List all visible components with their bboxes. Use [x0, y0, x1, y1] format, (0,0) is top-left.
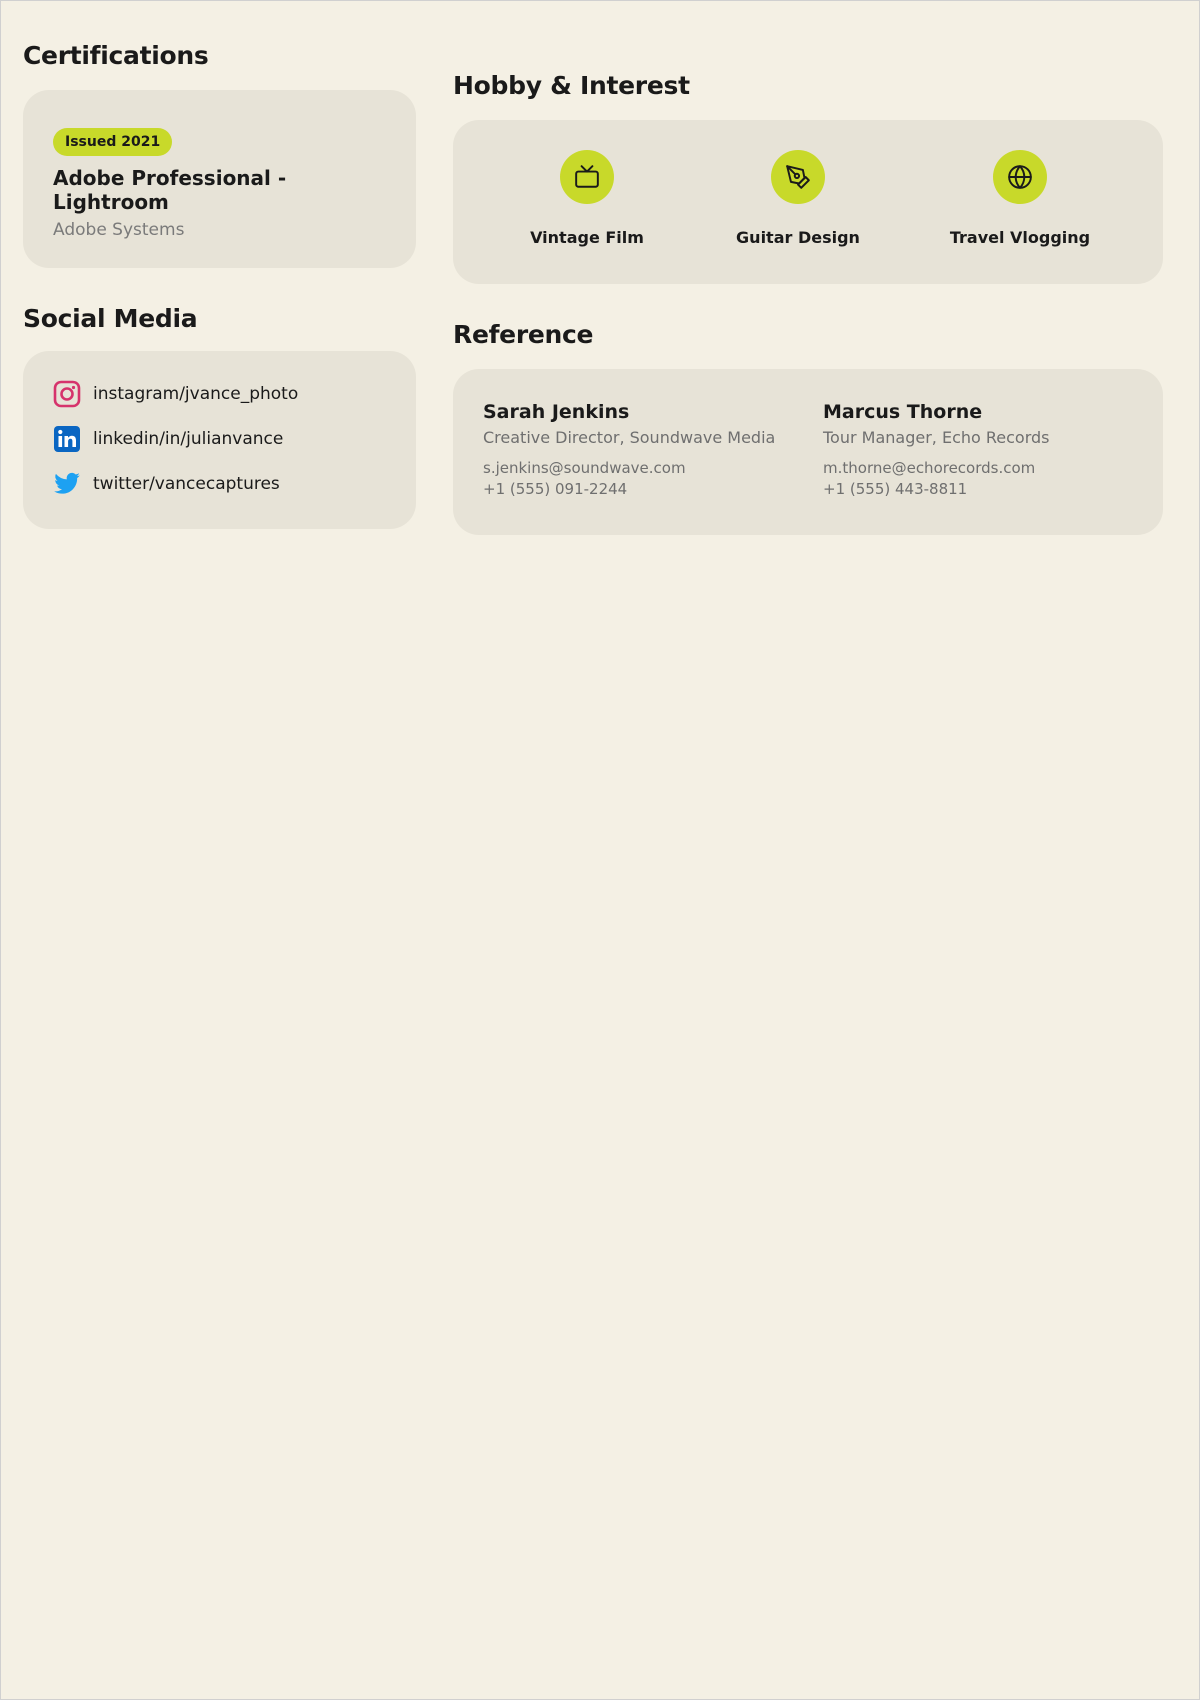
reference-heading: Reference	[453, 320, 594, 349]
social-link-label: twitter/vancecaptures	[93, 473, 280, 494]
certifications-heading: Certifications	[23, 41, 209, 70]
reference-phone[interactable]: +1 (555) 091-2244	[483, 480, 628, 498]
social-media-card	[23, 351, 416, 529]
globe-icon	[993, 150, 1047, 204]
social-link-label: linkedin/in/julianvance	[93, 428, 284, 449]
tv-icon	[560, 150, 614, 204]
social-link-instagram[interactable]	[53, 379, 386, 408]
hobby-label: Guitar Design	[736, 228, 860, 247]
instagram-icon	[53, 380, 81, 408]
hobby-item	[698, 150, 898, 247]
reference-phone[interactable]: +1 (555) 443-8811	[823, 480, 968, 498]
reference-role: Tour Manager, Echo Records	[823, 428, 1050, 447]
hobby-item	[920, 150, 1120, 247]
hobby-label: Travel Vlogging	[949, 228, 1091, 247]
reference-item	[823, 401, 1143, 498]
social-link-label: instagram/jvance_photo	[93, 383, 299, 404]
hobby-label: Vintage Film	[530, 228, 644, 247]
hobby-card	[453, 120, 1163, 284]
social-link-twitter[interactable]	[53, 469, 386, 498]
certification-title: Adobe Professional - Lightroom	[53, 166, 287, 214]
left-column	[23, 41, 416, 529]
hobby-item	[487, 150, 687, 247]
reference-email[interactable]: s.jenkins@soundwave.com	[483, 459, 686, 477]
issued-badge: Issued 2021	[53, 128, 172, 156]
right-column	[453, 71, 1163, 535]
reference-name: Marcus Thorne	[823, 401, 983, 423]
social-link-linkedin[interactable]	[53, 424, 386, 453]
reference-email[interactable]: m.thorne@echorecords.com	[823, 459, 1036, 477]
reference-name: Sarah Jenkins	[483, 401, 630, 423]
reference-role: Creative Director, Soundwave Media	[483, 428, 776, 447]
certification-card	[23, 90, 416, 268]
reference-card	[453, 369, 1163, 535]
reference-item	[483, 401, 803, 498]
twitter-icon	[53, 470, 81, 498]
certification-issuer: Adobe Systems	[53, 220, 185, 240]
hobby-heading: Hobby & Interest	[453, 71, 690, 100]
social-media-heading: Social Media	[23, 304, 198, 333]
linkedin-icon	[53, 425, 81, 453]
pen-tool-icon	[771, 150, 825, 204]
